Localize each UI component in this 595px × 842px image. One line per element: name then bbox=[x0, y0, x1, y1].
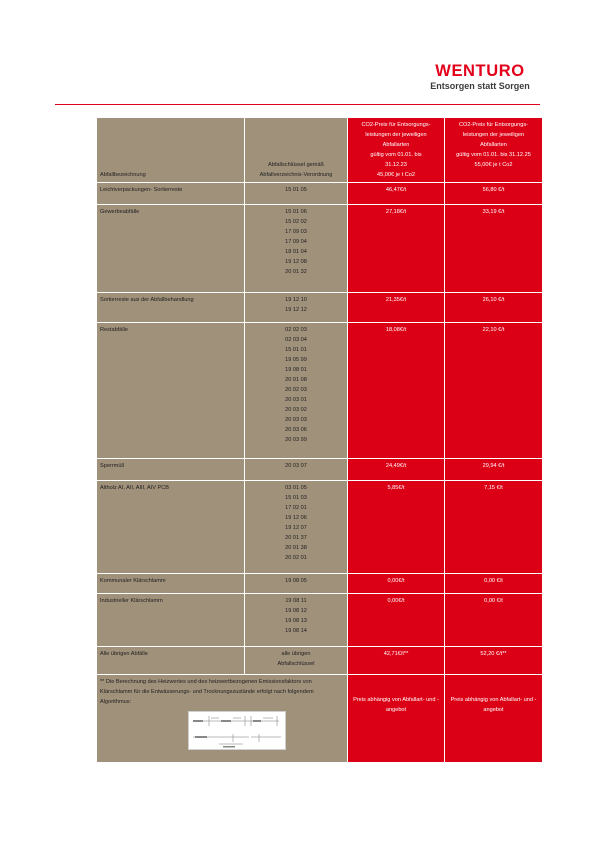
price-2025-cell: 22,10 €/t bbox=[445, 323, 543, 459]
price-2023-cell: 0,00€/t bbox=[348, 594, 445, 647]
waste-name-cell: Sperrmüll bbox=[97, 459, 245, 481]
waste-code: 19 08 01 bbox=[285, 367, 307, 373]
waste-code: 15 01 05 bbox=[285, 187, 307, 193]
waste-code: 19 12 10 bbox=[285, 297, 307, 303]
formula-graphic bbox=[189, 712, 285, 749]
header-waste-name: Abfallbezeichnung bbox=[97, 118, 245, 183]
waste-code: 03 01 05 bbox=[285, 485, 307, 491]
waste-code: 17 09 03 bbox=[285, 229, 307, 235]
waste-code: 20 03 99 bbox=[285, 437, 307, 443]
price-2025-cell: 29,94 €/t bbox=[445, 459, 543, 481]
waste-code: 02 02 03 bbox=[285, 327, 307, 333]
waste-code: 17 09 04 bbox=[285, 239, 307, 245]
price-2023-cell: 46,47€/t bbox=[348, 183, 445, 205]
waste-code: 15 01 01 bbox=[285, 347, 307, 353]
waste-code: 19 08 13 bbox=[285, 618, 307, 624]
price-2025-cell: 56,80 €/t bbox=[445, 183, 543, 205]
waste-code: 20 01 37 bbox=[285, 535, 307, 541]
waste-name-cell: Kommunaler Klärschlamm bbox=[97, 574, 245, 594]
price-2023-cell: 5,85€/t bbox=[348, 481, 445, 574]
waste-code: 20 03 03 bbox=[285, 417, 307, 423]
waste-code: 15 01 03 bbox=[285, 495, 307, 501]
waste-code-cell bbox=[245, 574, 348, 594]
table-header-row bbox=[97, 118, 543, 183]
footnote-cell bbox=[97, 675, 348, 763]
waste-code: 19 12 06 bbox=[285, 515, 307, 521]
price-2025-cell: 33,19 €/t bbox=[445, 205, 543, 293]
waste-code: 15 01 06 bbox=[285, 209, 307, 215]
table-row bbox=[97, 183, 543, 205]
price-2025-cell: 52,20 €/t** bbox=[445, 647, 543, 675]
waste-code: 18 01 04 bbox=[285, 249, 307, 255]
waste-code-cell bbox=[245, 647, 348, 675]
table-row bbox=[97, 481, 543, 574]
waste-code: 20 03 06 bbox=[285, 427, 307, 433]
table-row bbox=[97, 647, 543, 675]
table-row bbox=[97, 459, 543, 481]
table-row bbox=[97, 323, 543, 459]
price-2023-cell: 18,08€/t bbox=[348, 323, 445, 459]
table-row bbox=[97, 594, 543, 647]
waste-name-cell: Leichtverpackungen- Sortierreste bbox=[97, 183, 245, 205]
waste-code: 19 05 99 bbox=[285, 357, 307, 363]
header-price-2023 bbox=[348, 118, 445, 183]
table-row bbox=[97, 293, 543, 323]
waste-name-cell: Gewerbeabfälle bbox=[97, 205, 245, 293]
waste-name-cell: Sortierreste aus der Abfallbehandlung bbox=[97, 293, 245, 323]
waste-name-cell: Industrieller Klärschlamm bbox=[97, 594, 245, 647]
waste-code: Abfallschlüssel bbox=[277, 661, 315, 667]
waste-name-cell: Alle übrigen Abfälle bbox=[97, 647, 245, 675]
header-price-2023-lines: CO2-Preis für Entsorgungs- leistungen der jeweiligen Abfallarten gültig vom 01.01. bis 31.12.23 45,00€ je t Co2 bbox=[361, 122, 431, 178]
waste-code: 20 01 38 bbox=[285, 545, 307, 551]
price-2025-cell: 0,00 €/t bbox=[445, 594, 543, 647]
waste-code-cell bbox=[245, 293, 348, 323]
price-2023-cell: 27,18€/t bbox=[348, 205, 445, 293]
footnote-row bbox=[97, 675, 543, 763]
header-divider bbox=[55, 104, 540, 105]
waste-code: 20 03 02 bbox=[285, 407, 307, 413]
waste-code-cell bbox=[245, 594, 348, 647]
waste-code-cell bbox=[245, 205, 348, 293]
logo-wordmark: WENTURO bbox=[435, 62, 525, 80]
co2-price-table bbox=[96, 117, 543, 763]
waste-code: 17 02 01 bbox=[285, 505, 307, 511]
waste-code: 19 08 14 bbox=[285, 628, 307, 634]
header-price-2025-lines: CO2-Preis für Entsorgungs- leistungen der jeweiligen Abfallarten gültig vom 01.01. bis 31.12.25 55,00€ je t Co2 bbox=[456, 122, 531, 168]
waste-code: 19 08 12 bbox=[285, 608, 307, 614]
footnote-price-2023: Preis abhängig von Abfallart- und -angebot bbox=[348, 675, 445, 763]
waste-name-cell: Restabfälle bbox=[97, 323, 245, 459]
waste-code: 19 12 07 bbox=[285, 525, 307, 531]
price-2023-cell: 24,49€/t bbox=[348, 459, 445, 481]
price-2023-cell: 42,71€/t** bbox=[348, 647, 445, 675]
footnote-price-2025: Preis abhängig von Abfallart- und -angebot bbox=[445, 675, 543, 763]
waste-code: alle übrigen bbox=[281, 651, 311, 657]
waste-code-cell bbox=[245, 459, 348, 481]
waste-code: 20 03 07 bbox=[285, 463, 307, 469]
waste-code: 19 08 11 bbox=[285, 598, 307, 604]
footnote-text: ** Die Berechnung des Heizwertes und des heizwertbezogenen Emissionsfaktors von Klärschlamm für die Entwässerungs- und Trocknungszustände erfolgt nach folgendem Algorithmus: bbox=[100, 679, 314, 705]
price-2025-cell: 7,15 €/t bbox=[445, 481, 543, 574]
table-row bbox=[97, 574, 543, 594]
waste-code-cell bbox=[245, 183, 348, 205]
waste-code: 19 12 12 bbox=[285, 307, 307, 313]
waste-code: 02 03 04 bbox=[285, 337, 307, 343]
formula-image bbox=[188, 711, 286, 750]
waste-name-cell: Altholz AI, AII, AIII, AIV PCB bbox=[97, 481, 245, 574]
price-2023-cell: 0,00€/t bbox=[348, 574, 445, 594]
price-2025-cell: 0,00 €/t bbox=[445, 574, 543, 594]
waste-code: 20 03 01 bbox=[285, 397, 307, 403]
header-price-2025 bbox=[445, 118, 543, 183]
waste-code: 15 02 02 bbox=[285, 219, 307, 225]
waste-code: 20 01 08 bbox=[285, 377, 307, 383]
logo-tagline: Entsorgen statt Sorgen bbox=[430, 81, 530, 91]
waste-code: 19 12 08 bbox=[285, 259, 307, 265]
waste-code-cell bbox=[245, 481, 348, 574]
price-2023-cell: 21,35€/t bbox=[348, 293, 445, 323]
waste-code-cell bbox=[245, 323, 348, 459]
waste-code: 20 02 01 bbox=[285, 555, 307, 561]
price-2025-cell: 26,10 €/t bbox=[445, 293, 543, 323]
waste-code: 20 02 03 bbox=[285, 387, 307, 393]
waste-code: 20 01 32 bbox=[285, 269, 307, 275]
company-logo bbox=[424, 62, 536, 92]
table-row bbox=[97, 205, 543, 293]
header-waste-code: Abfallschlüssel gemäß Abfallverzeichnis-Verordnung bbox=[245, 118, 348, 183]
waste-code: 19 08 05 bbox=[285, 578, 307, 584]
